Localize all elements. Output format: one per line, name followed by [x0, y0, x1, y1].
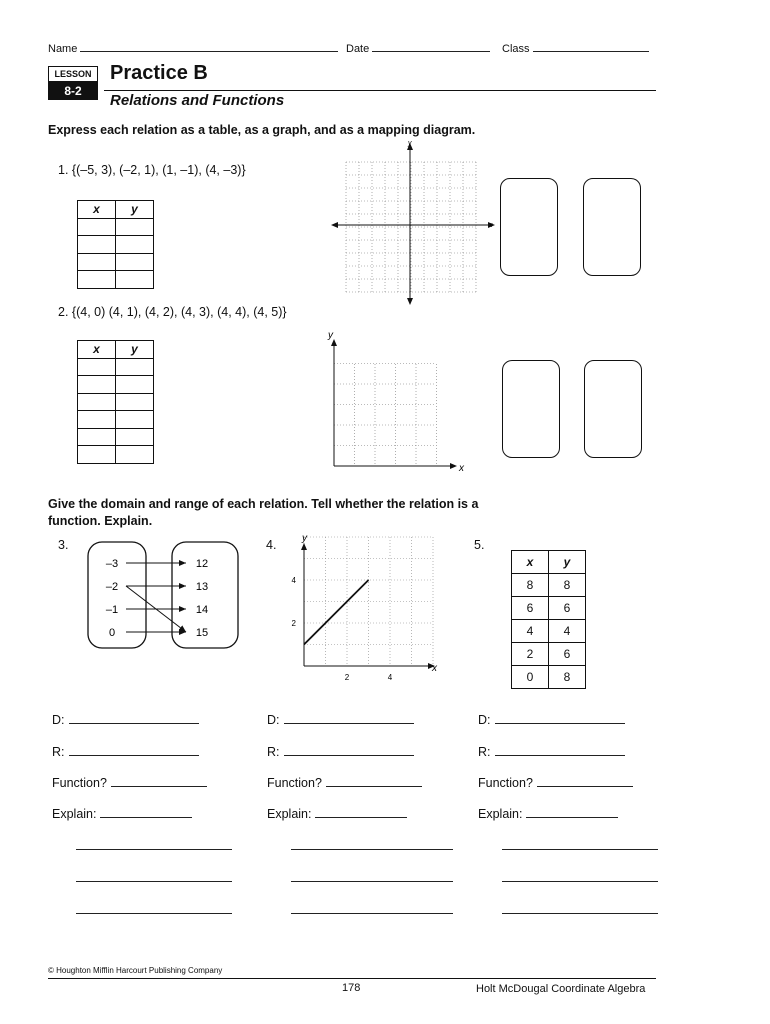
explain-line[interactable]: [76, 881, 232, 882]
graph-grid: [304, 537, 433, 666]
range-value: 15: [195, 627, 209, 639]
answer-domain-label: D:: [267, 713, 280, 727]
problem5-number: 5.: [474, 538, 485, 552]
page-subtitle: Relations and Functions: [110, 92, 285, 109]
table-cell[interactable]: [116, 218, 154, 236]
y-axis-label: y: [328, 330, 333, 341]
table-row: [512, 574, 586, 597]
problem2: [58, 305, 287, 319]
problem2-relation: {(4, 0) (4, 1), (4, 2), (4, 3), (4, 4), (4, 5)}: [71, 305, 287, 319]
page-number: 178: [342, 982, 361, 994]
graph-grid: [334, 364, 437, 467]
answer-range-field[interactable]: [478, 745, 625, 759]
answer-function-field[interactable]: [267, 776, 422, 790]
table-cell[interactable]: [78, 376, 116, 394]
lesson-number: 8-2: [48, 82, 98, 100]
name-field[interactable]: [48, 42, 338, 55]
answer-domain-field[interactable]: [52, 713, 199, 727]
problem2-number: 2.: [58, 305, 69, 319]
y-axis-label: y: [408, 140, 412, 147]
answer-function-field[interactable]: [478, 776, 633, 790]
section1-instruction: Express each relation as a table, as a graph, and as a mapping diagram.: [48, 123, 476, 137]
domain-value: 0: [108, 627, 116, 639]
problem4-graph: [282, 530, 442, 690]
problem3-mapping-diagram: [86, 540, 242, 652]
domain-value: –1: [105, 604, 119, 616]
answer-explain-label: Explain:: [267, 807, 312, 821]
table-row: [512, 620, 586, 643]
table-header-y: y: [116, 201, 154, 219]
table-cell[interactable]: [116, 393, 154, 411]
table-cell[interactable]: [116, 253, 154, 271]
name-label: Name: [48, 43, 78, 55]
problem1-table[interactable]: [77, 200, 154, 289]
y-tick-label: 2: [291, 619, 296, 628]
class-field[interactable]: [502, 42, 649, 55]
answer-explain-label: Explain:: [52, 807, 97, 821]
table-cell: 0: [512, 666, 549, 689]
answer-domain-field[interactable]: [478, 713, 625, 727]
explain-line[interactable]: [502, 913, 658, 914]
table-cell[interactable]: [78, 428, 116, 446]
table-cell[interactable]: [78, 358, 116, 376]
mapping-domain-box[interactable]: [500, 178, 558, 276]
table-cell[interactable]: [78, 271, 116, 289]
answer-function-label: Function?: [478, 776, 533, 790]
answer-explain-label: Explain:: [478, 807, 523, 821]
table-cell: 8: [549, 666, 586, 689]
problem2-graph[interactable]: [322, 326, 472, 476]
answer-function-field[interactable]: [52, 776, 207, 790]
table-cell[interactable]: [116, 376, 154, 394]
table-cell[interactable]: [78, 393, 116, 411]
section2-instruction: Give the domain and range of each relation. Tell whether the relation is a function. Explain.: [48, 497, 479, 528]
graph-grid: [346, 162, 476, 292]
answer-explain-field[interactable]: [52, 807, 192, 821]
copyright: © Houghton Mifflin Harcourt Publishing Company: [48, 966, 223, 975]
table-cell: 6: [549, 597, 586, 620]
problem1-graph[interactable]: [330, 140, 500, 306]
table-cell: 4: [549, 620, 586, 643]
table-row: [512, 643, 586, 666]
problem2-table[interactable]: [77, 340, 154, 464]
table-header-y: y: [116, 341, 154, 359]
table-cell: 6: [512, 597, 549, 620]
range-value: 13: [195, 581, 209, 593]
table-cell[interactable]: [78, 411, 116, 429]
y-axis-down-arrow-icon: [407, 298, 413, 305]
table-cell[interactable]: [78, 446, 116, 464]
answer-range-label: R:: [267, 745, 280, 759]
x-axis-label: x: [489, 222, 493, 229]
x-axis-label: x: [432, 663, 437, 674]
class-label: Class: [502, 43, 530, 55]
x-tick-label: 2: [344, 673, 350, 682]
answer-range-label: R:: [478, 745, 491, 759]
table-header-x: x: [78, 341, 116, 359]
table-row: [512, 597, 586, 620]
footer-rule: [48, 978, 656, 979]
x-tick-label: 4: [387, 673, 393, 682]
y-axis-arrow-icon: [301, 543, 307, 550]
y-tick-label: 4: [291, 576, 296, 585]
title-rule: [104, 90, 656, 91]
range-value: 14: [195, 604, 209, 616]
mapping-arrows: [126, 563, 186, 632]
problem1-number: 1.: [58, 163, 69, 177]
table-cell[interactable]: [78, 218, 116, 236]
table-cell[interactable]: [116, 271, 154, 289]
x-axis-label: x: [459, 463, 464, 474]
table-cell[interactable]: [116, 236, 154, 254]
book-title: Holt McDougal Coordinate Algebra: [476, 983, 646, 995]
page-title: Practice B: [110, 62, 208, 84]
problem4-number: 4.: [266, 538, 277, 552]
explain-line[interactable]: [291, 849, 453, 850]
date-field[interactable]: [346, 42, 490, 55]
mapping-range-box[interactable]: [583, 178, 641, 276]
problem3-number: 3.: [58, 538, 69, 552]
table-cell: 6: [549, 643, 586, 666]
answer-explain-field[interactable]: [267, 807, 407, 821]
table-cell: 4: [512, 620, 549, 643]
answer-domain-label: D:: [478, 713, 491, 727]
explain-line[interactable]: [76, 913, 232, 914]
domain-value: –3: [105, 558, 119, 570]
table-cell[interactable]: [116, 358, 154, 376]
answer-domain-field[interactable]: [267, 713, 414, 727]
mapping-range-box[interactable]: [584, 360, 642, 458]
data-line: [304, 580, 369, 645]
answer-range-label: R:: [52, 745, 65, 759]
table-cell[interactable]: [116, 411, 154, 429]
explain-line[interactable]: [76, 849, 232, 850]
domain-value: –2: [105, 581, 119, 593]
problem5-table: [511, 550, 586, 689]
table-row: [512, 666, 586, 689]
range-value: 12: [195, 558, 209, 570]
x-axis-left-arrow-icon: [331, 222, 338, 228]
table-header-x: x: [78, 201, 116, 219]
answer-explain-field[interactable]: [478, 807, 618, 821]
table-cell: 8: [549, 574, 586, 597]
lesson-label: LESSON: [48, 66, 98, 82]
answer-range-field[interactable]: [267, 745, 414, 759]
problem1: [58, 163, 246, 177]
table-cell[interactable]: [78, 253, 116, 271]
lesson-badge: [48, 66, 98, 102]
explain-line[interactable]: [502, 881, 658, 882]
problem1-relation: {(–5, 3), (–2, 1), (1, –1), (4, –3)}: [71, 163, 246, 177]
answer-function-label: Function?: [267, 776, 322, 790]
explain-line[interactable]: [502, 849, 658, 850]
x-axis-arrow-icon: [450, 463, 457, 469]
table-cell[interactable]: [78, 236, 116, 254]
explain-line[interactable]: [291, 881, 453, 882]
answer-domain-label: D:: [52, 713, 65, 727]
mapping-domain-box[interactable]: [502, 360, 560, 458]
answer-function-label: Function?: [52, 776, 107, 790]
table-cell: 8: [512, 574, 549, 597]
answer-range-field[interactable]: [52, 745, 199, 759]
table-header-x: x: [512, 551, 549, 574]
y-axis-label: y: [302, 533, 307, 544]
table-cell: 2: [512, 643, 549, 666]
explain-line[interactable]: [291, 913, 453, 914]
date-label: Date: [346, 43, 370, 55]
table-cell[interactable]: [116, 446, 154, 464]
table-cell[interactable]: [116, 428, 154, 446]
table-header-y: y: [549, 551, 586, 574]
